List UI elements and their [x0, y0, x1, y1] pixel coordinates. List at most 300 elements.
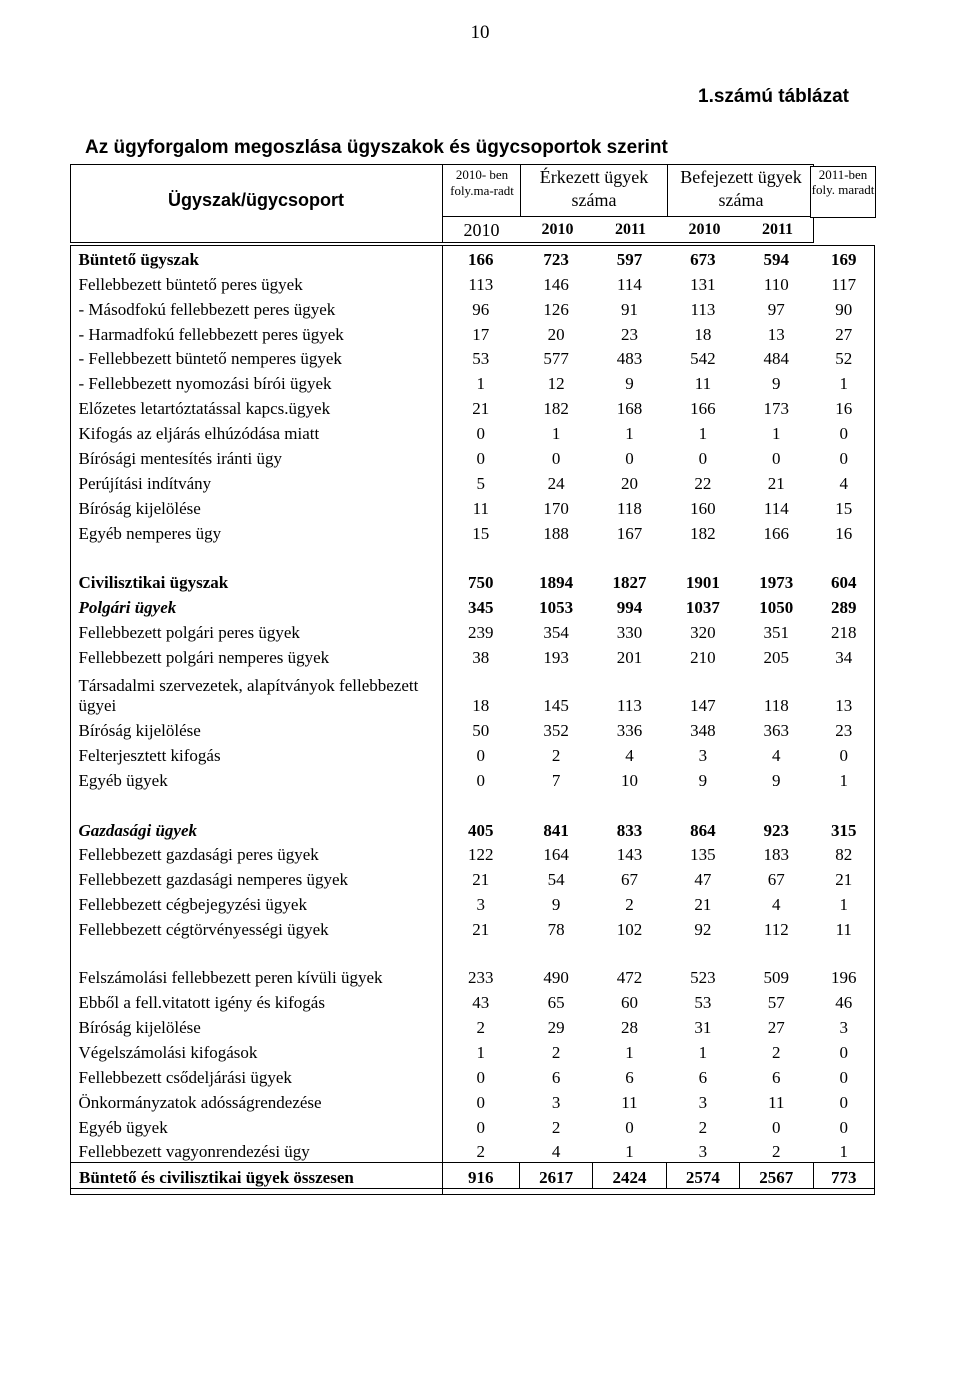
header-year: 2010 [688, 221, 721, 238]
row-value: 169 [831, 249, 857, 269]
table-row [71, 295, 875, 320]
row-value [519, 544, 592, 569]
row-value: 47 [694, 870, 712, 890]
row-value: 1827 [612, 573, 647, 593]
row-value: 6 [772, 1067, 781, 1087]
row-value: 2617 [519, 1163, 592, 1189]
row-value: 16 [835, 523, 853, 543]
row-value: 113 [690, 299, 716, 319]
row-value: 1 [476, 1042, 486, 1062]
row-value: 31 [694, 1017, 712, 1037]
row-value: 2 [476, 1142, 486, 1162]
table-row [71, 766, 875, 791]
row-value: 24 [547, 473, 565, 493]
row-label: Bíróság kijelölése [78, 498, 201, 518]
row-value: 21 [835, 870, 853, 890]
row-label: Előzetes letartóztatással kapcs.ügyek [78, 399, 331, 419]
row-value: 1 [625, 424, 634, 444]
table-row [71, 865, 875, 890]
table-row [71, 1163, 875, 1189]
row-value: 5 [476, 473, 486, 493]
table-row [71, 519, 875, 544]
row-label: Fellebbezett gazdasági nemperes ügyek [78, 870, 349, 890]
row-value: 126 [543, 299, 569, 319]
row-value: 11 [621, 1092, 638, 1112]
table-row [71, 915, 875, 940]
row-value [813, 791, 875, 816]
row-value: 90 [835, 299, 853, 319]
row-value [442, 791, 519, 816]
row-value: 11 [694, 374, 712, 394]
row-value: 509 [763, 968, 790, 988]
row-value: 193 [543, 648, 569, 668]
row-label: Polgári ügyek [78, 598, 177, 618]
row-label [71, 544, 443, 569]
table-row [71, 1013, 875, 1038]
row-value: 114 [763, 498, 789, 518]
row-value: 1037 [685, 598, 720, 618]
row-value: 2567 [740, 1163, 813, 1189]
row-value: 0 [698, 449, 708, 469]
row-value: 168 [616, 399, 643, 419]
row-value: 34 [835, 648, 853, 668]
row-value: 4 [772, 745, 781, 765]
page-number: 10 [470, 22, 490, 43]
header-maradt-2011: 2011-ben foly. maradt [810, 166, 876, 218]
row-value: 43 [472, 993, 490, 1013]
row-value: 841 [543, 820, 569, 840]
row-value: 4 [551, 1142, 561, 1162]
row-label: Bíróság kijelölése [78, 721, 201, 741]
row-value: 542 [690, 349, 716, 369]
header-year: 2010 [541, 221, 574, 238]
row-value: 0 [551, 449, 561, 469]
row-value: 0 [839, 1092, 848, 1112]
row-label: Társadalmi szervezetek, alapítványok fellebbezett ügyei [78, 676, 419, 716]
row-value: 0 [772, 449, 781, 469]
row-value: 0 [625, 1117, 634, 1137]
row-value: 110 [763, 274, 789, 294]
table-row [71, 988, 875, 1013]
table-row [71, 444, 875, 469]
row-label: Fellebbezett gazdasági peres ügyek [78, 845, 319, 865]
row-value [740, 791, 813, 816]
row-value: 1050 [759, 598, 794, 618]
row-value: 196 [831, 968, 857, 988]
row-value: 315 [831, 820, 857, 840]
row-value: 1 [698, 424, 708, 444]
row-value: 113 [468, 274, 494, 294]
row-label: Bírósági mentesítés iránti ügy [78, 449, 282, 469]
row-label: - Másodfokú fellebbezett peres ügyek [78, 299, 336, 319]
row-value: 9 [772, 770, 781, 790]
row-value: 147 [690, 696, 716, 716]
row-value: 577 [543, 349, 569, 369]
row-value: 1894 [539, 573, 574, 593]
row-value: 146 [543, 274, 569, 294]
table-title: Az ügyforgalom megoszlása ügyszakok és ügycsoportok szerint [85, 137, 668, 158]
row-value: 289 [831, 598, 857, 618]
row-value: 864 [690, 820, 716, 840]
row-value: 2574 [666, 1163, 739, 1189]
row-label: Fellebbezett cégbejegyzési ügyek [78, 895, 307, 915]
table-label: 1.számú táblázat [698, 86, 849, 107]
row-value: 29 [547, 1017, 565, 1037]
row-value: 122 [468, 845, 494, 865]
table-row [71, 1038, 875, 1063]
table-row [71, 890, 875, 915]
row-value: 21 [472, 870, 490, 890]
table-row [71, 1063, 875, 1088]
row-value [442, 544, 519, 569]
row-value: 182 [543, 399, 569, 419]
row-value: 21 [472, 920, 490, 940]
table-row [71, 668, 875, 716]
row-label: Egyéb nemperes ügy [78, 523, 222, 543]
row-label: - Harmadfokú fellebbezett peres ügyek [78, 324, 344, 344]
row-value: 604 [831, 573, 857, 593]
row-value: 28 [620, 1017, 638, 1037]
header-year: 2011 [614, 221, 647, 238]
table-row [71, 245, 875, 270]
table-row [71, 1113, 875, 1138]
row-value: 11 [472, 498, 489, 518]
row-value: 0 [839, 449, 848, 469]
row-value: 2 [772, 1042, 781, 1062]
row-value: 23 [835, 721, 853, 741]
row-value: 351 [763, 623, 790, 643]
row-value: 923 [763, 820, 790, 840]
row-value: 1 [839, 1142, 848, 1162]
row-value: 15 [835, 498, 853, 518]
row-value [519, 791, 592, 816]
row-value: 0 [839, 745, 848, 765]
header-maradt-2010: 2010- ben foly.ma-radt [450, 167, 514, 198]
row-value: 1 [772, 424, 781, 444]
row-value: 67 [620, 870, 638, 890]
row-value: 218 [831, 623, 857, 643]
row-value: 233 [468, 968, 494, 988]
row-value: 348 [690, 721, 716, 741]
row-value: 916 [442, 1163, 519, 1189]
row-value: 750 [468, 573, 494, 593]
row-value: 2424 [593, 1163, 666, 1189]
row-value: 1 [625, 1142, 634, 1162]
row-value: 3 [839, 1017, 848, 1037]
row-value: 18 [472, 696, 490, 716]
row-label: Kifogás az eljárás elhúzódása miatt [78, 424, 320, 444]
row-value: 345 [468, 598, 494, 618]
row-value [666, 544, 739, 569]
row-label: Önkormányzatok adósságrendezése [78, 1092, 322, 1112]
header-year: 2010 [463, 220, 500, 240]
row-value: 3 [551, 1092, 561, 1112]
row-value: 1 [698, 1042, 708, 1062]
row-value: 336 [616, 721, 643, 741]
row-value: 1 [551, 424, 561, 444]
row-value: 67 [767, 870, 785, 890]
table-row [71, 1138, 875, 1163]
row-value: 167 [616, 523, 643, 543]
row-value: 145 [543, 696, 569, 716]
row-label: Fellebbezett büntető peres ügyek [78, 274, 303, 294]
row-label: Büntető ügyszak [78, 249, 199, 269]
row-value: 0 [839, 1042, 848, 1062]
row-value: 50 [472, 721, 490, 741]
row-value: 0 [476, 745, 486, 765]
row-value: 9 [625, 374, 634, 394]
row-value: 1973 [759, 573, 794, 593]
row-value: 0 [839, 1117, 848, 1137]
row-value: 114 [617, 274, 642, 294]
row-value: 483 [616, 349, 643, 369]
row-value: 96 [472, 299, 490, 319]
row-value: 2 [551, 1117, 561, 1137]
table-row [71, 569, 875, 594]
row-value: 9 [772, 374, 781, 394]
header-divider [442, 216, 814, 217]
table-header [70, 164, 875, 243]
row-value [593, 544, 666, 569]
row-value: 135 [690, 845, 716, 865]
row-label: Civilisztikai ügyszak [78, 573, 229, 593]
row-value: 0 [476, 1067, 486, 1087]
row-value: 38 [472, 648, 490, 668]
row-value: 21 [767, 473, 785, 493]
row-value: 201 [616, 648, 643, 668]
row-value: 484 [763, 349, 790, 369]
row-value: 1 [839, 770, 848, 790]
row-value: 18 [694, 324, 712, 344]
row-value: 27 [835, 324, 853, 344]
row-label: - Fellebbezett büntető nemperes ügyek [78, 349, 342, 369]
row-value: 994 [616, 598, 643, 618]
row-value: 3 [476, 895, 486, 915]
header-befejezett: Befejezett ügyek száma [680, 167, 802, 210]
row-label: Egyéb ügyek [78, 1117, 168, 1137]
row-label: Fellebbezett polgári peres ügyek [78, 623, 300, 643]
table-row [71, 320, 875, 345]
row-value: 166 [690, 399, 716, 419]
table-row [71, 618, 875, 643]
row-value: 13 [835, 696, 853, 716]
row-value: 833 [616, 820, 643, 840]
table-row [71, 369, 875, 394]
row-value: 27 [767, 1017, 785, 1037]
row-value: 2 [625, 895, 634, 915]
row-value: 2 [551, 745, 561, 765]
table-row [71, 816, 875, 841]
row-value: 173 [763, 399, 790, 419]
row-value: 10 [620, 770, 638, 790]
row-label: Gazdasági ügyek [78, 820, 198, 840]
row-label: Felszámolási fellebbezett peren kívüli ügyek [78, 968, 383, 988]
row-value: 405 [468, 820, 494, 840]
row-value: 4 [772, 895, 781, 915]
row-value: 102 [616, 920, 643, 940]
row-value: 523 [690, 968, 716, 988]
row-value: 16 [835, 399, 853, 419]
row-value: 2 [698, 1117, 708, 1137]
row-value: 6 [551, 1067, 561, 1087]
row-value: 112 [763, 920, 789, 940]
row-value: 723 [543, 249, 569, 269]
row-value: 131 [690, 274, 716, 294]
row-value: 1 [625, 1042, 634, 1062]
row-value: 0 [625, 449, 634, 469]
row-value: 53 [694, 993, 712, 1013]
row-value: 239 [468, 623, 494, 643]
row-label: Ebből a fell.vitatott igény és kifogás [78, 993, 325, 1013]
table-row [71, 1088, 875, 1113]
row-value: 673 [690, 249, 716, 269]
table-row [71, 494, 875, 519]
row-value: 113 [617, 696, 642, 716]
row-value: 143 [616, 845, 643, 865]
row-value: 1901 [685, 573, 720, 593]
row-label: Végelszámolási kifogások [78, 1042, 258, 1062]
row-value: 20 [620, 473, 638, 493]
header-year: 2011 [761, 221, 794, 238]
row-value: 320 [690, 623, 716, 643]
row-value: 52 [835, 349, 853, 369]
row-value: 330 [616, 623, 643, 643]
row-value: 1 [839, 895, 848, 915]
row-value [813, 544, 875, 569]
table-row [71, 593, 875, 618]
table-row [71, 394, 875, 419]
row-value: 13 [767, 324, 785, 344]
row-value: 22 [694, 473, 712, 493]
table-row [71, 544, 875, 569]
row-value: 1053 [539, 598, 574, 618]
header-ugyszak: Ügyszak/ügycsoport [167, 190, 345, 210]
row-label: Fellebbezett vagyonrendezési ügy [78, 1142, 310, 1162]
row-value: 118 [617, 498, 642, 518]
row-value: 352 [543, 721, 569, 741]
row-value: 57 [767, 993, 785, 1013]
row-value [593, 791, 666, 816]
row-value: 11 [835, 920, 852, 940]
row-value: 4 [839, 473, 848, 493]
row-value: 21 [694, 895, 712, 915]
row-value: 0 [476, 424, 486, 444]
row-value: 0 [476, 770, 486, 790]
row-value: 160 [690, 498, 716, 518]
row-value: 188 [543, 523, 569, 543]
row-value: 490 [543, 968, 569, 988]
row-value: 3 [698, 745, 708, 765]
row-value: 60 [620, 993, 638, 1013]
row-value: 11 [768, 1092, 785, 1112]
row-value: 3 [698, 1142, 708, 1162]
row-value: 166 [763, 523, 790, 543]
row-value: 65 [547, 993, 565, 1013]
row-label [71, 791, 443, 816]
row-value: 354 [543, 623, 569, 643]
row-value: 472 [616, 968, 643, 988]
row-value: 1 [839, 374, 848, 394]
row-value: 53 [472, 349, 490, 369]
row-value: 9 [698, 770, 708, 790]
row-value: 0 [772, 1117, 781, 1137]
row-value: 0 [476, 449, 486, 469]
row-label: Felterjesztett kifogás [78, 745, 221, 765]
row-label: Fellebbezett polgári nemperes ügyek [78, 648, 330, 668]
row-value: 2 [772, 1142, 781, 1162]
table-row [71, 469, 875, 494]
row-value: 183 [763, 845, 790, 865]
row-value: 2 [551, 1042, 561, 1062]
row-value: 0 [839, 1067, 848, 1087]
row-value: 6 [698, 1067, 708, 1087]
row-value: 21 [472, 399, 490, 419]
row-value: 0 [839, 424, 848, 444]
table-row [71, 841, 875, 866]
row-value: 182 [690, 523, 716, 543]
row-value [666, 791, 739, 816]
header-erkezett: Érkezett ügyek száma [539, 167, 649, 210]
row-value: 6 [625, 1067, 634, 1087]
row-value: 9 [551, 895, 561, 915]
row-value: 12 [547, 374, 565, 394]
row-value: 17 [472, 324, 490, 344]
row-value: 0 [476, 1117, 486, 1137]
row-value: 3 [698, 1092, 708, 1112]
table-row [71, 716, 875, 741]
row-value: 4 [625, 745, 634, 765]
row-value: 597 [616, 249, 643, 269]
table-row [71, 345, 875, 370]
row-value: 23 [620, 324, 638, 344]
table-row [71, 270, 875, 295]
table-row [71, 791, 875, 816]
row-value: 594 [763, 249, 790, 269]
row-value: 170 [543, 498, 569, 518]
row-label: Egyéb ügyek [78, 770, 168, 790]
row-value: 205 [763, 648, 790, 668]
row-label: Fellebbezett cégtörvényességi ügyek [78, 920, 329, 940]
row-value: 210 [690, 648, 716, 668]
table-row [71, 940, 875, 988]
row-value: 773 [813, 1163, 875, 1189]
table-row [71, 741, 875, 766]
row-label: - Fellebbezett nyomozási bírói ügyek [78, 374, 332, 394]
row-label: Bíróság kijelölése [78, 1017, 201, 1037]
row-value: 20 [547, 324, 565, 344]
row-value: 46 [835, 993, 853, 1013]
row-value [740, 544, 813, 569]
row-value: 91 [620, 299, 638, 319]
row-value: 117 [831, 274, 857, 294]
row-value: 82 [835, 845, 853, 865]
row-value: 2 [476, 1017, 486, 1037]
row-label: Fellebbezett csődeljárási ügyek [78, 1067, 292, 1087]
row-value: 166 [468, 249, 494, 269]
row-value: 0 [476, 1092, 486, 1112]
row-value: 54 [547, 870, 565, 890]
row-value: 7 [551, 770, 561, 790]
row-label: Büntető és civilisztikai ügyek összesen [71, 1163, 443, 1189]
data-table [70, 245, 875, 1189]
row-value: 118 [763, 696, 789, 716]
row-value: 164 [543, 845, 569, 865]
row-value: 97 [767, 299, 785, 319]
table-row [71, 643, 875, 668]
table-row [71, 419, 875, 444]
row-value: 15 [472, 523, 490, 543]
row-value: 1 [476, 374, 486, 394]
